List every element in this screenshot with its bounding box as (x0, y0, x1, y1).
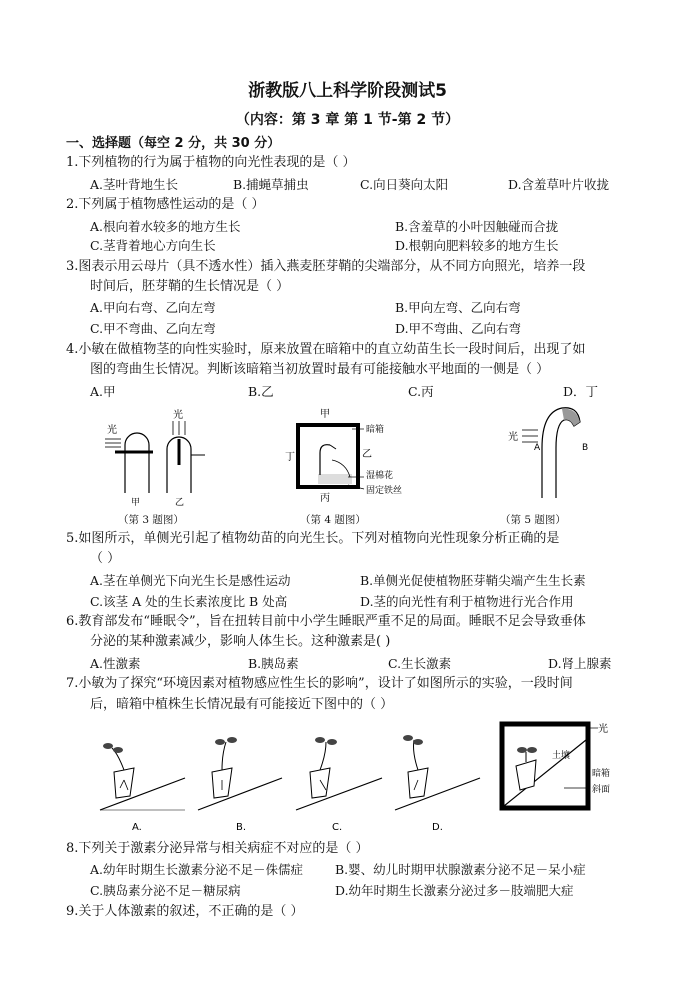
q1-option-c: C.向日葵向太阳 (360, 177, 449, 192)
q7-image-b (198, 737, 282, 810)
q7-experiment-box (502, 722, 610, 808)
question-1-stem: 1.下列植物的行为属于植物的向光性表现的是（ ） (66, 155, 356, 170)
fig4-label-box: 暗箱 (366, 425, 385, 435)
question-6-stem-line1: 6.教育部发布“睡眠令”，旨在扭转目前中小学生睡眠严重不足的局面。睡眠不足会导致垂体 (66, 614, 586, 629)
fig4-label-bing: 丙 (320, 493, 330, 504)
fig5-label-b: B (582, 443, 589, 453)
fig3-label-yi: 乙 (175, 498, 185, 508)
q6-option-b: B.胰岛素 (248, 656, 299, 671)
question-4-stem-line1: 4.小敏在做植物茎的向性实验时，原来放置在暗箱中的直立幼苗生长一段时间后，出现了如 (66, 342, 586, 357)
fig5-light-label: 光 (508, 432, 518, 443)
question-7-stem-line2: 后，暗箱中植株生长情况最有可能接近下图中的（ ） (90, 697, 394, 712)
q6-option-a: A.性激素 (90, 656, 141, 671)
fig4-label-wire: 固定铁丝 (366, 486, 403, 496)
q4-option-b: B.乙 (248, 384, 274, 399)
q8-option-a: A.幼年时期生长激素分泌不足－侏儒症 (90, 862, 304, 877)
q7-label-d: D. (432, 822, 443, 833)
fig4-label-cotton: 湿棉花 (366, 471, 394, 481)
figure-5-caption: （第 5 题图） (500, 514, 566, 526)
question-6-stem-line2: 分泌的某种激素减少，影响人体生长。这种激素是( ) (90, 634, 391, 649)
q1-option-a: A.茎叶背地生长 (90, 177, 179, 192)
page-title: 浙教版八上科学阶段测试5 (248, 81, 447, 101)
q7-label-light: 光 (598, 724, 608, 735)
question-7-stem-line1: 7.小敏为了探究“环境因素对植物感应性生长的影响”，设计了如图所示的实验，一段时间 (66, 676, 573, 691)
fig3-light-label-left: 光 (107, 425, 117, 436)
question-4-stem-line2: 图的弯曲生长情况。判断该暗箱当初放置时最有可能接触水平地面的一侧是（ ） (90, 362, 550, 377)
q1-option-b: B.捕蝇草捕虫 (233, 177, 309, 192)
fig5-label-a: A (534, 443, 541, 453)
q7-image-a (100, 743, 185, 810)
question-2-stem: 2.下列属于植物感性运动的是（ ） (66, 197, 265, 212)
fig3-light-label-top: 光 (173, 410, 183, 421)
fig4-label-jia: 甲 (320, 409, 330, 420)
q2-option-d: D.根朝向肥料较多的地方生长 (395, 238, 559, 253)
q6-option-c: C.生长激素 (388, 656, 452, 671)
figure-3-caption: （第 3 题图） (118, 514, 184, 526)
figure-4-caption: （第 4 题图） (300, 514, 366, 526)
fig4-label-yi: 乙 (362, 449, 372, 460)
q3-option-c: C.甲不弯曲、乙向左弯 (90, 321, 216, 336)
q4-option-a: A.甲 (90, 384, 116, 399)
q7-image-d (395, 735, 480, 810)
q7-label-a: A. (132, 822, 142, 833)
q7-label-b: B. (236, 822, 247, 833)
figure-4-dark-box (280, 405, 430, 505)
section-heading: 一、选择题（每空 2 分，共 30 分） (66, 136, 281, 151)
q4-option-c: C.丙 (408, 384, 434, 399)
q1-option-d: D.含羞草叶片收拢 (508, 177, 610, 192)
q8-option-b: B.婴、幼儿时期甲状腺激素分泌不足－呆小症 (335, 862, 586, 877)
figure-3-oat-coleoptiles (95, 405, 215, 510)
q7-label-box: 暗箱 (592, 769, 611, 779)
q7-label-soil: 土壤 (552, 751, 571, 761)
q7-image-c (296, 737, 382, 810)
q5-option-c: C.该茎 A 处的生长素浓度比 B 处高 (90, 594, 288, 609)
q2-option-c: C.茎背着地心方向生长 (90, 238, 216, 253)
q4-option-d: D．丁 (563, 384, 599, 399)
q2-option-b: B.含羞草的小叶因触碰而合拢 (395, 219, 559, 234)
q2-option-a: A.根向着水较多的地方生长 (90, 219, 241, 234)
figure-5-bent-seedling (500, 398, 610, 506)
fig4-label-ding: 丁 (285, 452, 295, 463)
question-8-stem: 8.下列关于激素分泌异常与相关病症不对应的是（ ） (66, 841, 369, 856)
question-5-stem-line2: （ ） (90, 551, 121, 566)
q7-label-slope: 斜面 (592, 785, 611, 795)
q3-option-b: B.甲向左弯、乙向右弯 (395, 300, 521, 315)
question-5-stem-line1: 5.如图所示，单侧光引起了植物幼苗的向光生长。下列对植物向光性现象分析正确的是 (66, 531, 560, 546)
q5-option-d: D.茎的向光性有利于植物进行光合作用 (360, 594, 574, 609)
q3-option-d: D.甲不弯曲、乙向右弯 (395, 321, 522, 336)
question-3-stem-line2: 时间后，胚芽鞘的生长情况是（ ） (90, 279, 290, 294)
q6-option-d: D.肾上腺素 (548, 656, 612, 671)
fig3-label-jia: 甲 (131, 498, 141, 508)
question-9-stem: 9.关于人体激素的叙述，不正确的是（ ） (66, 904, 304, 919)
q8-option-c: C.胰岛素分泌不足－糖尿病 (90, 883, 241, 898)
q5-option-a: A.茎在单侧光下向光生长是感性运动 (90, 573, 291, 588)
q5-option-b: B.单侧光促使植物胚芽鞘尖端产生生长素 (360, 573, 586, 588)
q8-option-d: D.幼年时期生长激素分泌过多－肢端肥大症 (335, 883, 574, 898)
page-subtitle: （内容：第 3 章 第 1 节-第 2 节） (235, 112, 460, 128)
question-3-stem-line1: 3.图表示用云母片（具不透水性）插入燕麦胚芽鞘的尖端部分，从不同方向照光，培养一段 (66, 259, 586, 274)
q7-label-c: C. (332, 822, 343, 833)
figure-7-slope-experiment (90, 718, 685, 836)
q3-option-a: A.甲向右弯、乙向左弯 (90, 300, 216, 315)
